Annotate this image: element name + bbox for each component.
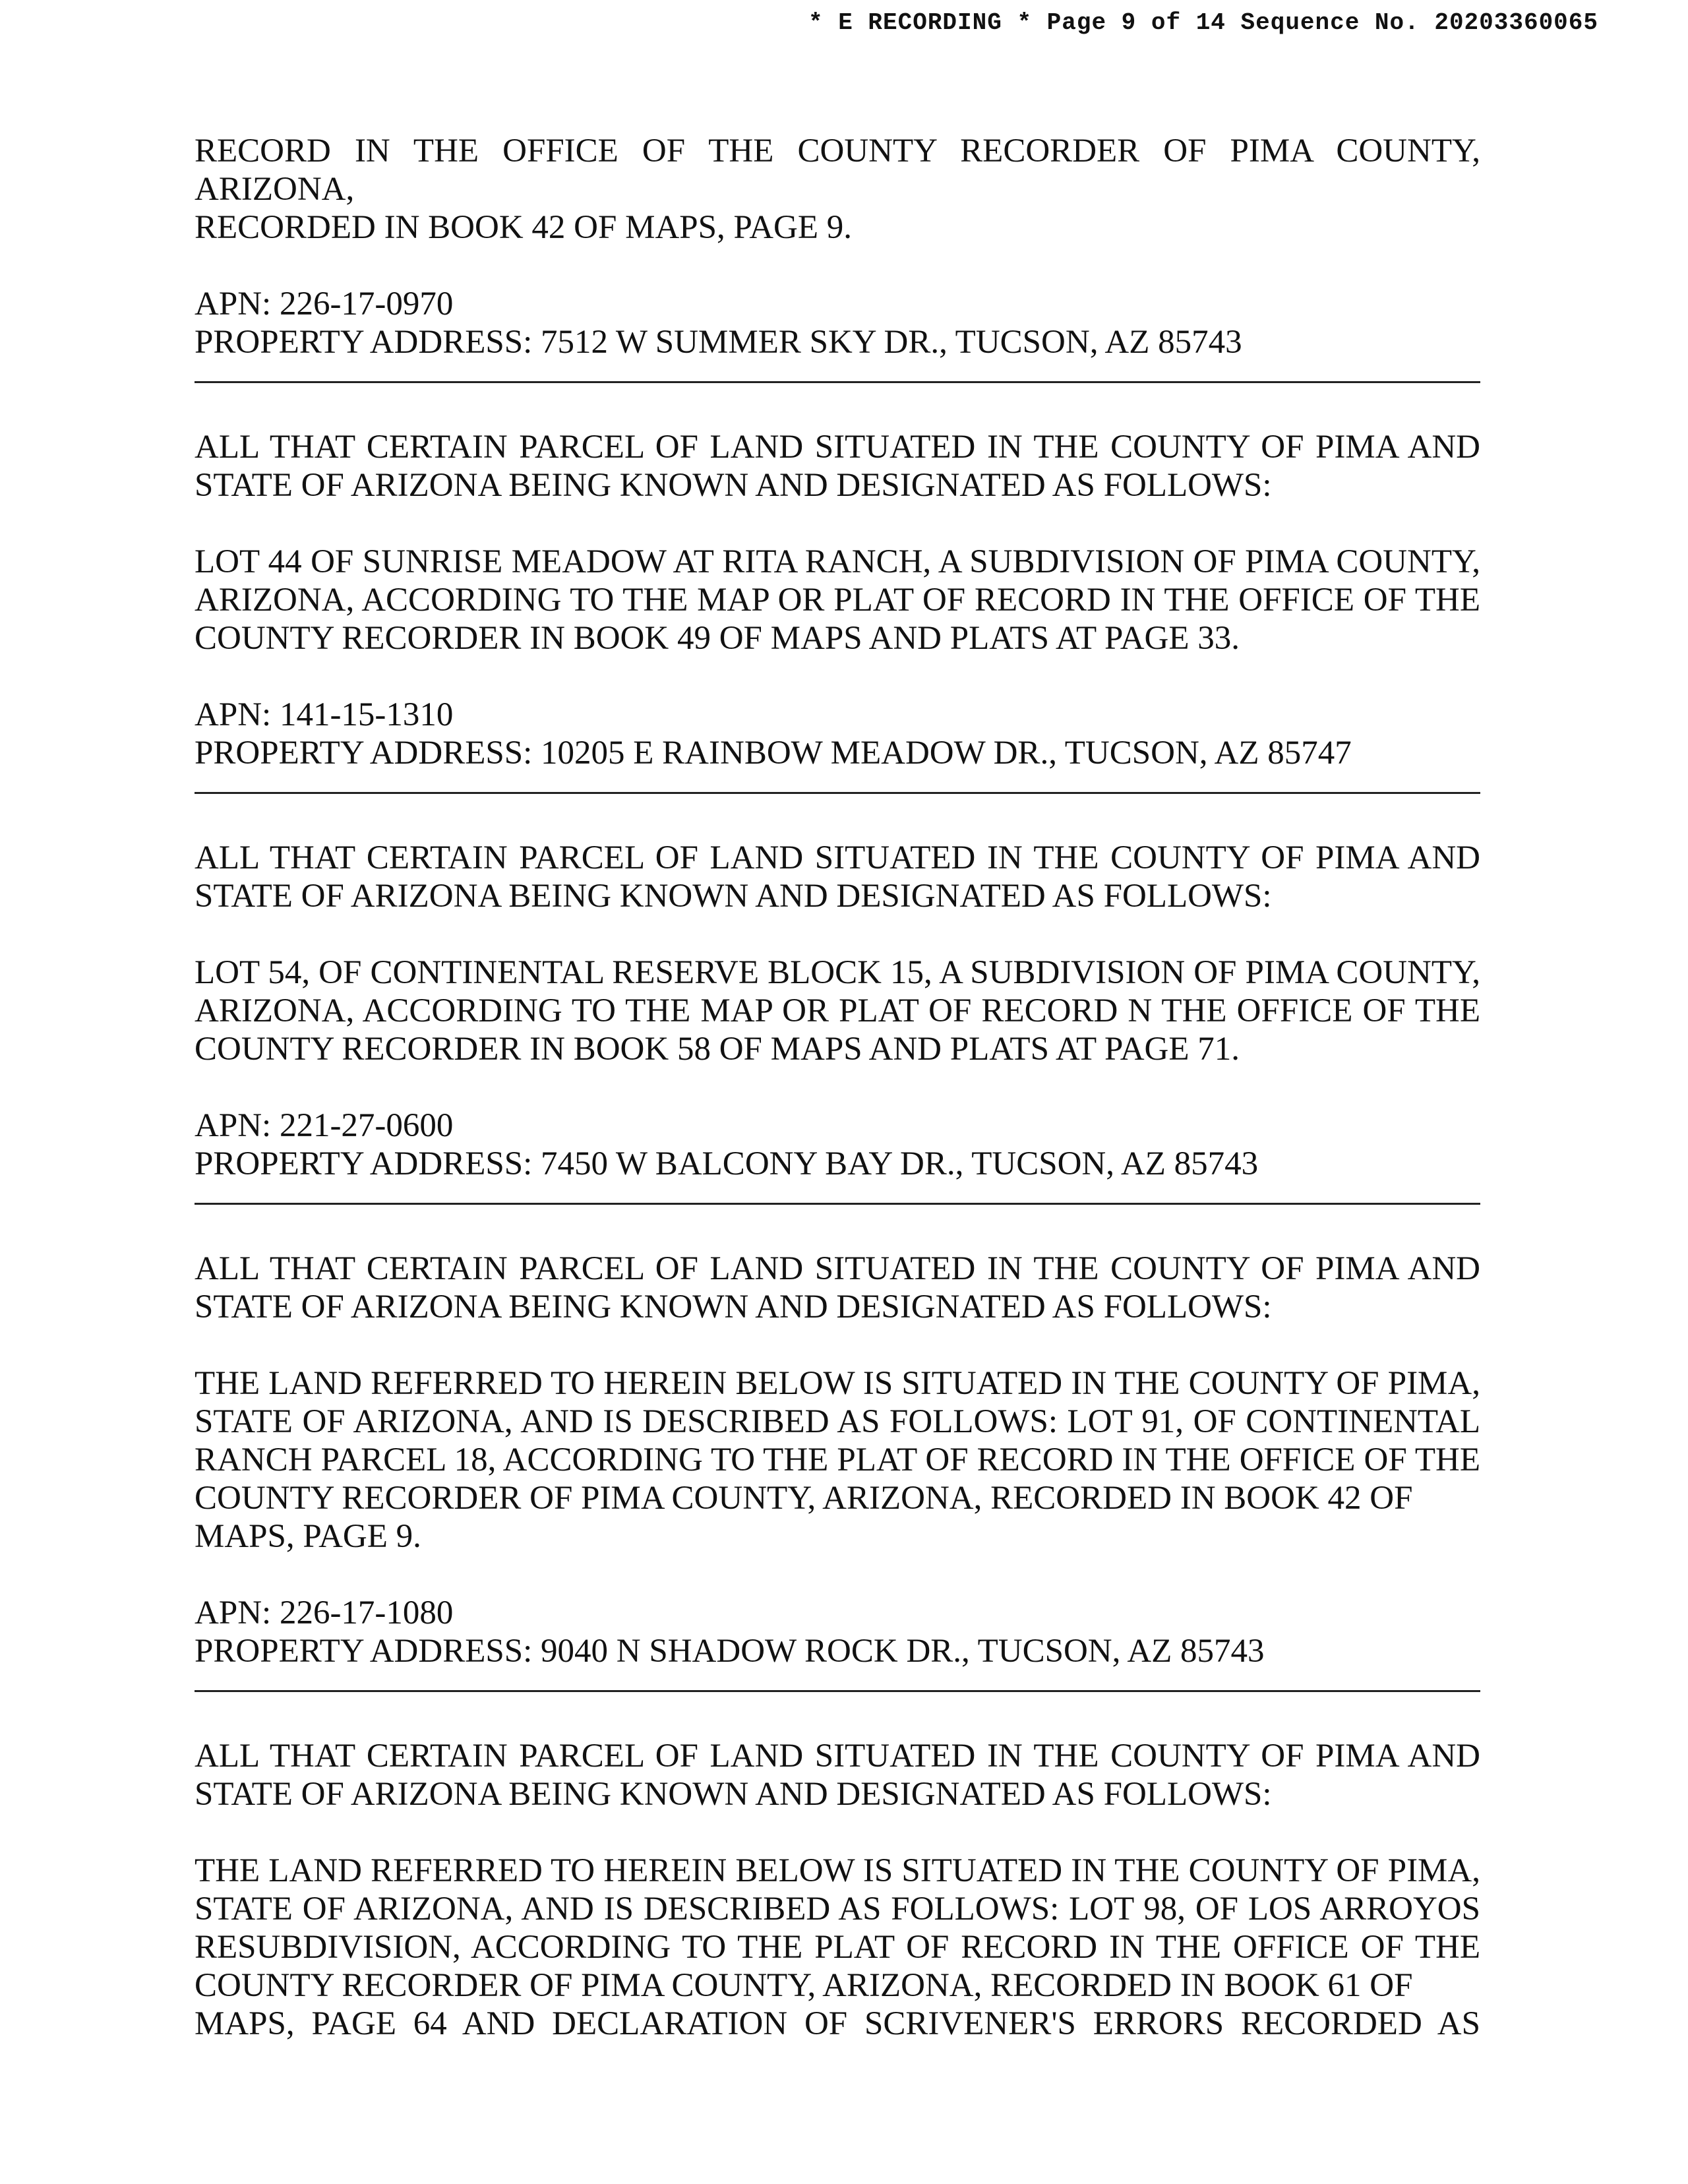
parcel-apn-block bbox=[195, 696, 1480, 772]
parcel-description bbox=[195, 954, 1480, 1068]
description-line: STATE OF ARIZONA, AND IS DESCRIBED AS FOLLOWS: LOT 91, OF CONTINENTAL bbox=[195, 1403, 1480, 1440]
description-line: LOT 44 OF SUNRISE MEADOW AT RITA RANCH, A SUBDIVISION OF PIMA COUNTY, bbox=[195, 543, 1480, 580]
description-line: MAPS, PAGE 9. bbox=[195, 1518, 421, 1555]
description-line: MAPS, PAGE 64 AND DECLARATION OF SCRIVENER'S ERRORS RECORDED AS bbox=[195, 2005, 1480, 2042]
parcel-record bbox=[195, 428, 1480, 772]
recording-header: * E RECORDING * Page 9 of 14 Sequence No. 20203360065 bbox=[808, 9, 1598, 36]
separator-rule bbox=[195, 1690, 1480, 1692]
property-address: PROPERTY ADDRESS: 9040 N SHADOW ROCK DR., TUCSON, AZ 85743 bbox=[195, 1633, 1265, 1670]
intro-description bbox=[195, 132, 1480, 247]
description-line: COUNTY RECORDER OF PIMA COUNTY, ARIZONA, RECORDED IN BOOK 61 OF bbox=[195, 1967, 1413, 2004]
heading-line: STATE OF ARIZONA BEING KNOWN AND DESIGNATED AS FOLLOWS: bbox=[195, 1776, 1272, 1813]
heading-line: ALL THAT CERTAIN PARCEL OF LAND SITUATED IN THE COUNTY OF PIMA AND bbox=[195, 839, 1480, 876]
parcel-heading bbox=[195, 1250, 1480, 1326]
description-line: THE LAND REFERRED TO HEREIN BELOW IS SITUATED IN THE COUNTY OF PIMA, bbox=[195, 1365, 1480, 1402]
description-line: STATE OF ARIZONA, AND IS DESCRIBED AS FOLLOWS: LOT 98, OF LOS ARROYOS bbox=[195, 1891, 1480, 1927]
parcel-heading bbox=[195, 1737, 1480, 1813]
heading-line: ALL THAT CERTAIN PARCEL OF LAND SITUATED IN THE COUNTY OF PIMA AND bbox=[195, 1738, 1480, 1774]
property-address: PROPERTY ADDRESS: 7512 W SUMMER SKY DR., TUCSON, AZ 85743 bbox=[195, 324, 1242, 361]
apn: APN: 221-27-0600 bbox=[195, 1107, 454, 1144]
heading-line: STATE OF ARIZONA BEING KNOWN AND DESIGNATED AS FOLLOWS: bbox=[195, 1289, 1272, 1325]
apn: APN: 141-15-1310 bbox=[195, 696, 454, 733]
description-line: THE LAND REFERRED TO HEREIN BELOW IS SITUATED IN THE COUNTY OF PIMA, bbox=[195, 1852, 1480, 1889]
description-line: RANCH PARCEL 18, ACCORDING TO THE PLAT OF RECORD IN THE OFFICE OF THE bbox=[195, 1441, 1480, 1478]
apn: APN: 226-17-1080 bbox=[195, 1594, 454, 1631]
parcel-heading bbox=[195, 428, 1480, 504]
heading-line: ALL THAT CERTAIN PARCEL OF LAND SITUATED IN THE COUNTY OF PIMA AND bbox=[195, 1250, 1480, 1287]
heading-line: ALL THAT CERTAIN PARCEL OF LAND SITUATED IN THE COUNTY OF PIMA AND bbox=[195, 429, 1480, 466]
description-line: COUNTY RECORDER OF PIMA COUNTY, ARIZONA, RECORDED IN BOOK 42 OF bbox=[195, 1480, 1413, 1517]
heading-line: STATE OF ARIZONA BEING KNOWN AND DESIGNATED AS FOLLOWS: bbox=[195, 467, 1272, 504]
description-line: ARIZONA, ACCORDING TO THE MAP OR PLAT OF RECORD N THE OFFICE OF THE bbox=[195, 992, 1480, 1029]
separator-rule bbox=[195, 1203, 1480, 1205]
parcel-record bbox=[195, 1737, 1480, 2043]
intro-line: RECORD IN THE OFFICE OF THE COUNTY RECORDER OF PIMA COUNTY, ARIZONA, bbox=[195, 133, 1480, 208]
parcel-description bbox=[195, 543, 1480, 657]
description-line: ARIZONA, ACCORDING TO THE MAP OR PLAT OF RECORD IN THE OFFICE OF THE bbox=[195, 582, 1480, 619]
description-line: COUNTY RECORDER IN BOOK 58 OF MAPS AND PLATS AT PAGE 71. bbox=[195, 1031, 1240, 1068]
separator-rule bbox=[195, 381, 1480, 383]
parcel-description bbox=[195, 1364, 1480, 1556]
parcel-record bbox=[195, 1250, 1480, 1670]
property-address: PROPERTY ADDRESS: 7450 W BALCONY BAY DR., TUCSON, AZ 85743 bbox=[195, 1145, 1259, 1182]
parcel-description bbox=[195, 1852, 1480, 2043]
parcel-apn-block bbox=[195, 1107, 1480, 1183]
description-line: LOT 54, OF CONTINENTAL RESERVE BLOCK 15, A SUBDIVISION OF PIMA COUNTY, bbox=[195, 954, 1480, 991]
property-address: PROPERTY ADDRESS: 10205 E RAINBOW MEADOW DR., TUCSON, AZ 85747 bbox=[195, 735, 1352, 772]
apn: APN: 226-17-0970 bbox=[195, 286, 454, 322]
separator-rule bbox=[195, 792, 1480, 794]
description-line: COUNTY RECORDER IN BOOK 49 OF MAPS AND PLATS AT PAGE 33. bbox=[195, 620, 1240, 657]
description-line: RESUBDIVISION, ACCORDING TO THE PLAT OF RECORD IN THE OFFICE OF THE bbox=[195, 1929, 1480, 1966]
parcel-heading bbox=[195, 839, 1480, 915]
heading-line: STATE OF ARIZONA BEING KNOWN AND DESIGNATED AS FOLLOWS: bbox=[195, 878, 1272, 915]
parcel-record bbox=[195, 839, 1480, 1183]
parcel-apn-block bbox=[195, 1594, 1480, 1670]
intro-line: RECORDED IN BOOK 42 OF MAPS, PAGE 9. bbox=[195, 209, 853, 246]
document-body bbox=[195, 132, 1480, 2081]
intro-apn-block bbox=[195, 285, 1480, 361]
